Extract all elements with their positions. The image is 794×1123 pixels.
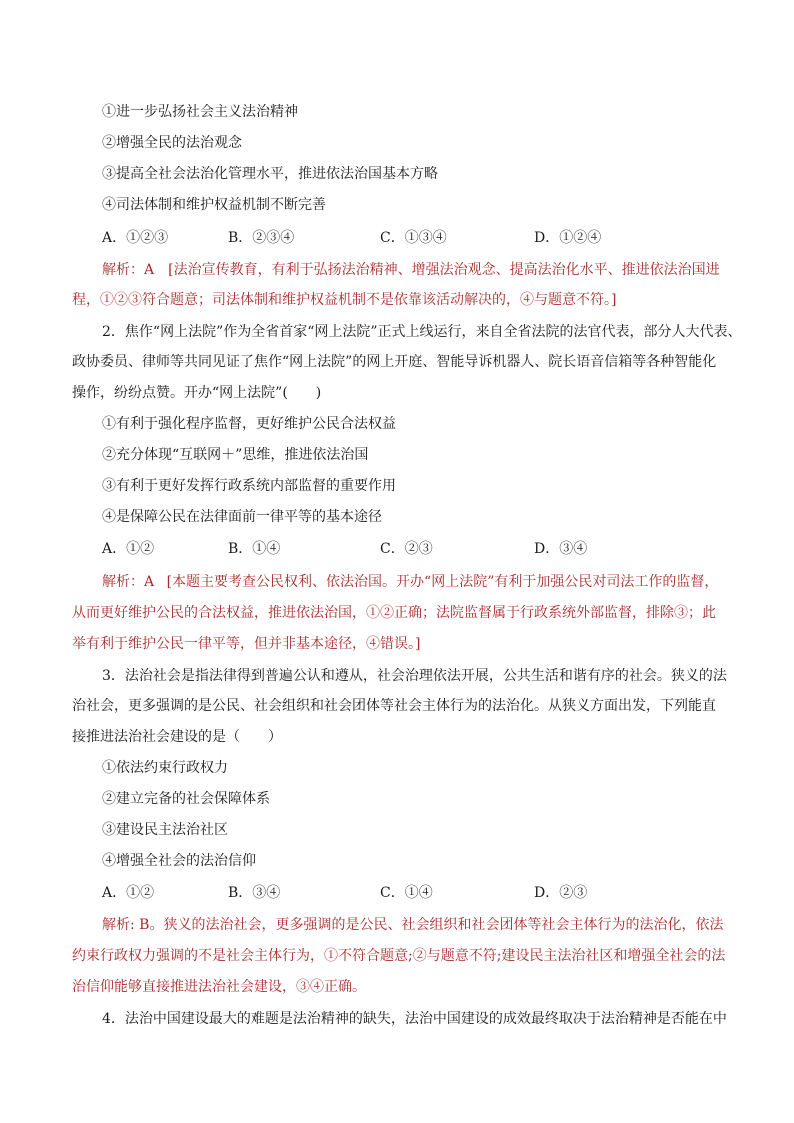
q2-stem-line-3: 操作，纷纷点赞。开办“网上法院”( ) [72,385,322,401]
q1-choice-d: D．①②④ [534,230,602,246]
q2-choice-c: C．②③ [380,541,433,557]
q1-option-3: ③提高全社会法治化管理水平，推进依法治国基本方略 [102,166,438,182]
q3-analysis-line-1: 解析: B。狭义的法治社会，更多强调的是公民、社会组织和社会团体等社会主体行为的法治化，依法 [102,917,724,933]
q3-analysis-line-3: 治信仰能够直接推进法治社会建设，③④正确。 [72,979,366,995]
q3-stem-line-1: 3．法治社会是指法律得到普遍公认和遵从，社会治理依法开展，公共生活和谐有序的社会。狭义的法 [102,668,727,684]
q1-choice-a: A．①②③ [102,230,169,246]
q1-option-1: ①进一步弘扬社会主义法治精神 [102,104,298,120]
q4-stem-line-1: 4．法治中国建设最大的难题是法治精神的缺失，法治中国建设的成效最终取决于法治精神是否能在中 [102,1011,727,1027]
q2-stem-line-1: 2．焦作“网上法院”作为全省首家“网上法院”正式上线运行，来自全省法院的法官代表，部分人大代表、 [102,324,742,340]
q1-choice-b: B．②③④ [228,230,295,246]
q3-analysis-line-2: 约束行政权力强调的不是社会主体行为，①不符合题意;②与题意不符;建设民主法治社区和增强全社会的法 [72,948,726,964]
q1-choice-c: C．①③④ [380,230,447,246]
q3-option-3: ③建设民主法治社区 [102,822,228,838]
q2-option-1: ①有利于强化程序监督，更好维护公民合法权益 [102,416,396,432]
q3-choice-c: C．①④ [380,885,433,901]
q3-choice-d: D．②③ [534,885,588,901]
q3-option-1: ①依法约束行政权力 [102,760,228,776]
q2-stem-line-2: 政协委员、律师等共同见证了焦作“网上法院”的网上开庭、智能导诉机器人、院长语音信箱等各种智能化 [72,354,717,370]
q3-stem-line-2: 治社会，更多强调的是公民、社会组织和社会团体等社会主体行为的法治化。从狭义方面出发，下列能直 [72,698,716,714]
q2-analysis-line-2: 从而更好维护公民的合法权益，推进依法治国，①②正确；法院监督属于行政系统外部监督，排除③；此 [72,605,716,621]
q2-option-3: ③有利于更好发挥行政系统内部监督的重要作用 [102,478,396,494]
q1-option-2: ②增强全民的法治观念 [102,135,242,151]
q1-option-4: ④司法体制和维护权益机制不断完善 [102,197,326,213]
q2-choice-d: D．③④ [534,541,588,557]
q2-analysis-line-3: 举有利于维护公民一律平等，但并非基本途径，④错误。] [72,636,421,652]
q1-analysis-line-1: 解析：A [法治宣传教育，有利于弘扬法治精神、增强法治观念、提高法治化水平、推进依法治国进 [102,262,720,278]
q2-choice-b: B．①④ [228,541,281,557]
q3-choice-b: B．③④ [228,885,281,901]
q2-analysis-line-1 [102,572,728,592]
q2-analysis-label: 解析：A [102,574,155,590]
q2-analysis-text-1: [本题主要考查公民权利、依法治国。开办“网上法院”有利于加强公民对司法工作的监督， [166,574,719,590]
q2-option-2: ②充分体现“互联网＋”思维，推进依法治国 [102,447,369,463]
q3-stem-line-3: 接推进法治社会建设的是（ ） [72,729,282,745]
q1-analysis-line-2: 程，①②③符合题意；司法体制和维护权益机制不是依靠该活动解决的，④与题意不符。] [72,292,617,308]
q2-choice-a: A．①② [102,541,155,557]
q3-choice-a: A．①② [102,885,155,901]
q2-option-4: ④是保障公民在法律面前一律平等的基本途径 [102,509,382,525]
q3-option-4: ④增强全社会的法治信仰 [102,853,256,869]
q3-option-2: ②建立完备的社会保障体系 [102,791,270,807]
